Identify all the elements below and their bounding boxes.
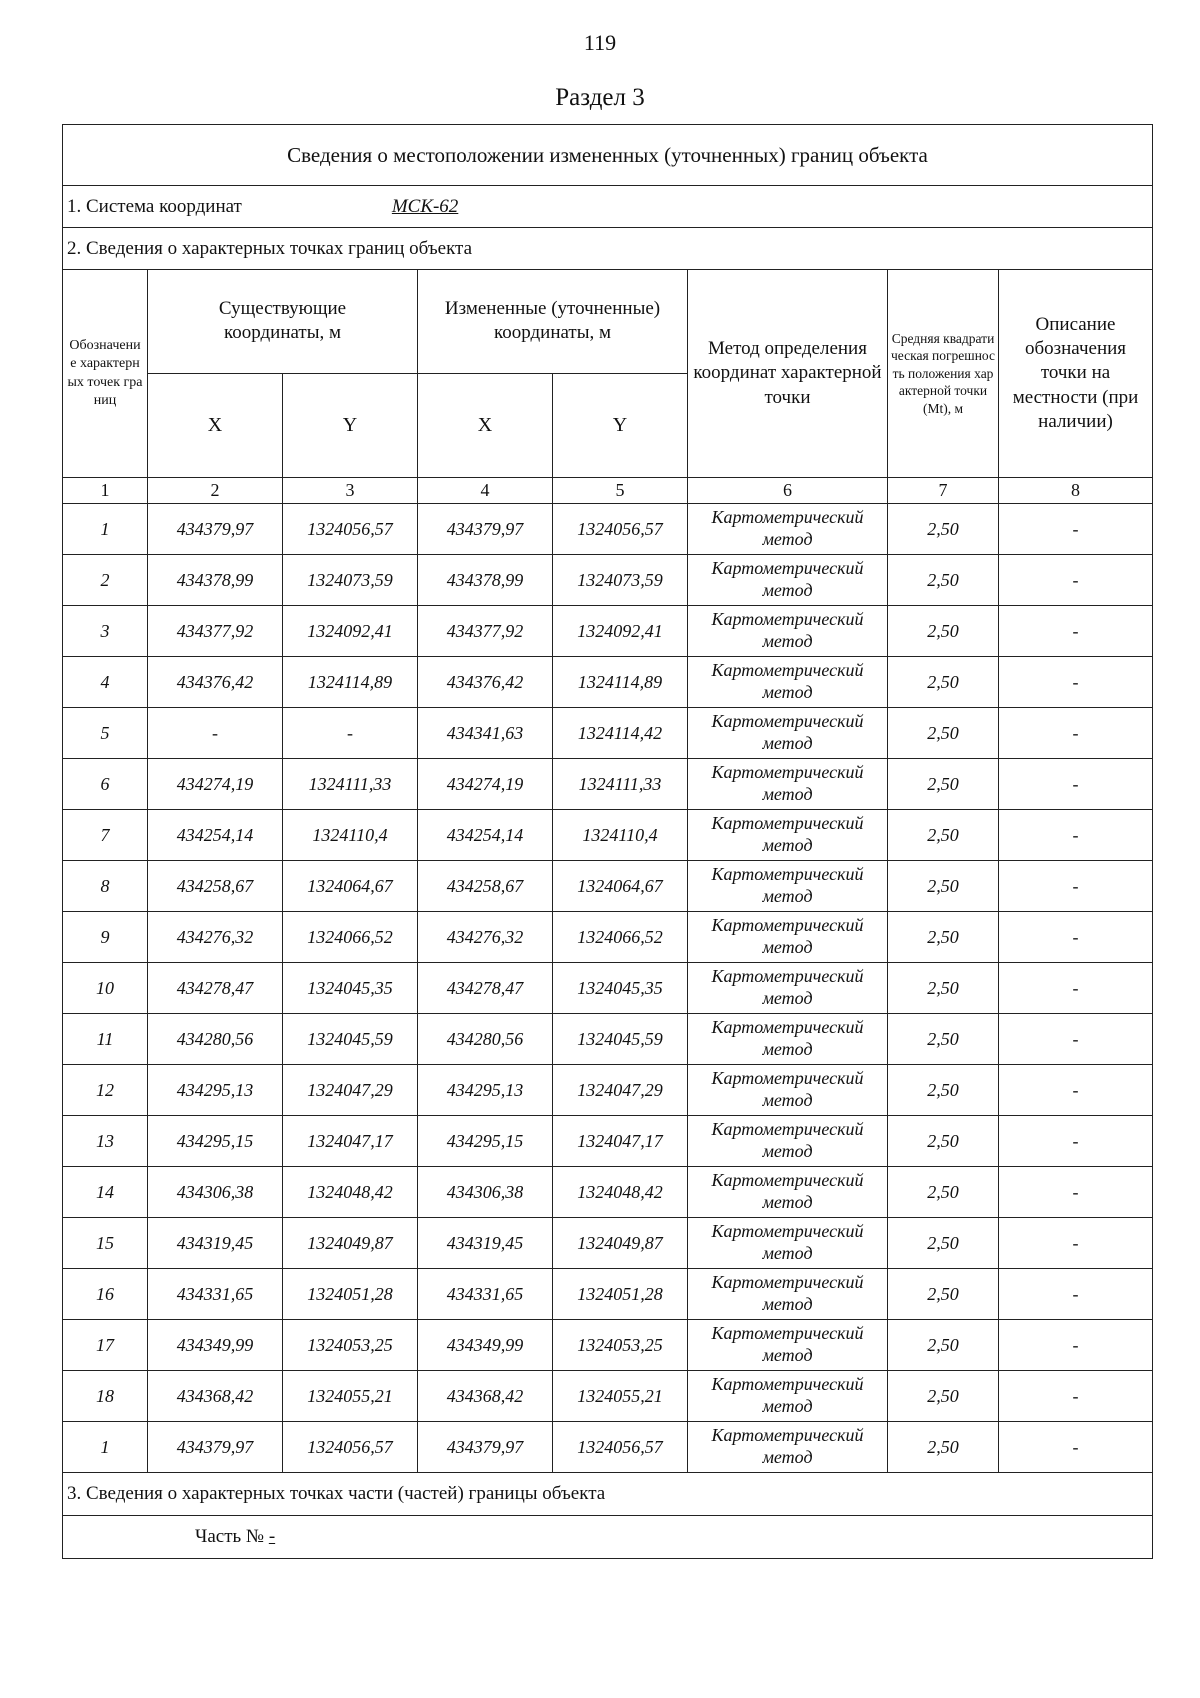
column-number-row	[63, 478, 1153, 504]
cell-existing-x: -	[148, 708, 283, 759]
cell-existing-y: 1324045,35	[283, 963, 418, 1014]
cell-error: 2,50	[888, 810, 999, 861]
cell-existing-y: 1324045,59	[283, 1014, 418, 1065]
cell-existing-y: 1324066,52	[283, 912, 418, 963]
cell-method: Картометрический метод	[688, 1065, 888, 1116]
cell-point-number: 1	[63, 504, 148, 555]
header-description	[999, 270, 1153, 478]
cell-method: Картометрический метод	[688, 861, 888, 912]
cell-existing-x: 434379,97	[148, 504, 283, 555]
cell-point-number: 5	[63, 708, 148, 759]
cell-error: 2,50	[888, 1218, 999, 1269]
cell-description: -	[999, 708, 1153, 759]
table-row	[63, 1116, 1153, 1167]
cell-existing-x: 434295,13	[148, 1065, 283, 1116]
cell-existing-y: 1324047,17	[283, 1116, 418, 1167]
header-existing-coords	[148, 270, 418, 374]
cell-method: Картометрический метод	[688, 963, 888, 1014]
cell-point-number: 16	[63, 1269, 148, 1320]
cell-changed-x: 434377,92	[418, 606, 553, 657]
cell-point-number: 2	[63, 555, 148, 606]
cell-changed-y: 1324045,35	[553, 963, 688, 1014]
table-row	[63, 1320, 1153, 1371]
cell-error: 2,50	[888, 1422, 999, 1473]
section-title: Раздел 3	[555, 84, 645, 111]
cell-error: 2,50	[888, 1014, 999, 1065]
cell-point-number: 6	[63, 759, 148, 810]
column-number: 7	[888, 478, 999, 504]
cell-description: -	[999, 1371, 1153, 1422]
header-existing-x: X	[148, 374, 283, 478]
cell-changed-x: 434379,97	[418, 1422, 553, 1473]
cell-error: 2,50	[888, 912, 999, 963]
table-row	[63, 1014, 1153, 1065]
cell-changed-y: 1324092,41	[553, 606, 688, 657]
cell-changed-x: 434295,15	[418, 1116, 553, 1167]
cell-changed-x: 434258,67	[418, 861, 553, 912]
cell-point-number: 12	[63, 1065, 148, 1116]
header-changed-coords	[418, 270, 688, 374]
cell-changed-y: 1324045,59	[553, 1014, 688, 1065]
header-point-designation-text: Обозначение характерных точек границ	[67, 338, 143, 408]
cell-error: 2,50	[888, 963, 999, 1014]
cell-existing-y: 1324048,42	[283, 1167, 418, 1218]
cell-existing-y: 1324049,87	[283, 1218, 418, 1269]
points-heading: 2. Сведения о характерных точках границ объекта	[63, 228, 1153, 270]
cell-changed-y: 1324114,42	[553, 708, 688, 759]
table-row	[63, 759, 1153, 810]
cell-existing-y: 1324047,29	[283, 1065, 418, 1116]
cell-existing-x: 434295,15	[148, 1116, 283, 1167]
cell-point-number: 18	[63, 1371, 148, 1422]
cell-description: -	[999, 657, 1153, 708]
cell-changed-x: 434368,42	[418, 1371, 553, 1422]
part-value: -	[268, 1526, 276, 1547]
column-number: 8	[999, 478, 1153, 504]
header-changed-x: X	[418, 374, 553, 478]
cell-point-number: 8	[63, 861, 148, 912]
header-point-designation	[63, 270, 148, 478]
cell-changed-y: 1324048,42	[553, 1167, 688, 1218]
cell-method: Картометрический метод	[688, 912, 888, 963]
cell-existing-x: 434368,42	[148, 1371, 283, 1422]
cell-method: Картометрический метод	[688, 708, 888, 759]
cell-changed-y: 1324066,52	[553, 912, 688, 963]
cell-point-number: 10	[63, 963, 148, 1014]
column-number: 1	[63, 478, 148, 504]
cell-error: 2,50	[888, 1371, 999, 1422]
cell-point-number: 7	[63, 810, 148, 861]
coordinate-system-row	[63, 186, 1153, 228]
cell-method: Картометрический метод	[688, 504, 888, 555]
cell-description: -	[999, 912, 1153, 963]
cell-error: 2,50	[888, 1320, 999, 1371]
cell-error: 2,50	[888, 606, 999, 657]
cell-error: 2,50	[888, 504, 999, 555]
cell-existing-y: 1324056,57	[283, 1422, 418, 1473]
cell-existing-x: 434331,65	[148, 1269, 283, 1320]
cell-error: 2,50	[888, 1065, 999, 1116]
cell-existing-x: 434274,19	[148, 759, 283, 810]
cell-changed-x: 434341,63	[418, 708, 553, 759]
cell-existing-y: -	[283, 708, 418, 759]
header-changed-y: Y	[553, 374, 688, 478]
table-row	[63, 606, 1153, 657]
cell-error: 2,50	[888, 1116, 999, 1167]
cell-changed-y: 1324056,57	[553, 504, 688, 555]
cell-changed-y: 1324064,67	[553, 861, 688, 912]
cell-changed-y: 1324110,4	[553, 810, 688, 861]
cell-existing-x: 434377,92	[148, 606, 283, 657]
cell-method: Картометрический метод	[688, 1167, 888, 1218]
column-number: 3	[283, 478, 418, 504]
cell-description: -	[999, 1116, 1153, 1167]
cell-description: -	[999, 504, 1153, 555]
table-row	[63, 1422, 1153, 1473]
cell-description: -	[999, 1167, 1153, 1218]
cell-changed-x: 434379,97	[418, 504, 553, 555]
table-row	[63, 504, 1153, 555]
cell-existing-x: 434378,99	[148, 555, 283, 606]
cell-description: -	[999, 963, 1153, 1014]
table-row	[63, 657, 1153, 708]
cell-description: -	[999, 1218, 1153, 1269]
cell-existing-y: 1324114,89	[283, 657, 418, 708]
cell-changed-x: 434295,13	[418, 1065, 553, 1116]
cell-existing-x: 434349,99	[148, 1320, 283, 1371]
table-title: Сведения о местоположении измененных (уточненных) границ объекта	[63, 125, 1153, 186]
cell-method: Картометрический метод	[688, 1116, 888, 1167]
table-row	[63, 1269, 1153, 1320]
cell-existing-x: 434278,47	[148, 963, 283, 1014]
cell-description: -	[999, 810, 1153, 861]
cell-description: -	[999, 1065, 1153, 1116]
cell-point-number: 3	[63, 606, 148, 657]
column-number: 5	[553, 478, 688, 504]
coordinate-system-label: 1. Система координат	[67, 195, 242, 217]
cell-changed-y: 1324056,57	[553, 1422, 688, 1473]
column-number: 2	[148, 478, 283, 504]
cell-description: -	[999, 759, 1153, 810]
page-number: 119	[583, 30, 617, 55]
header-existing-y: Y	[283, 374, 418, 478]
cell-existing-y: 1324055,21	[283, 1371, 418, 1422]
header-method	[688, 270, 888, 478]
column-number: 4	[418, 478, 553, 504]
cell-changed-x: 434331,65	[418, 1269, 553, 1320]
cell-point-number: 4	[63, 657, 148, 708]
cell-description: -	[999, 1269, 1153, 1320]
cell-method: Картометрический метод	[688, 759, 888, 810]
cell-existing-y: 1324056,57	[283, 504, 418, 555]
cell-method: Картометрический метод	[688, 657, 888, 708]
cell-existing-y: 1324092,41	[283, 606, 418, 657]
cell-changed-x: 434254,14	[418, 810, 553, 861]
cell-method: Картометрический метод	[688, 555, 888, 606]
table-row	[63, 1218, 1153, 1269]
column-number: 6	[688, 478, 888, 504]
cell-changed-x: 434278,47	[418, 963, 553, 1014]
cell-changed-y: 1324073,59	[553, 555, 688, 606]
cell-existing-x: 434319,45	[148, 1218, 283, 1269]
cell-changed-x: 434376,42	[418, 657, 553, 708]
header-method-text: Метод определения координат характерной точки	[693, 338, 882, 408]
cell-description: -	[999, 1014, 1153, 1065]
cell-existing-y: 1324073,59	[283, 555, 418, 606]
cell-existing-x: 434306,38	[148, 1167, 283, 1218]
cell-method: Картометрический метод	[688, 1218, 888, 1269]
cell-method: Картометрический метод	[688, 1014, 888, 1065]
table-row	[63, 1065, 1153, 1116]
cell-changed-y: 1324047,17	[553, 1116, 688, 1167]
table-row	[63, 912, 1153, 963]
cell-existing-x: 434280,56	[148, 1014, 283, 1065]
cell-description: -	[999, 861, 1153, 912]
table-row	[63, 861, 1153, 912]
table-row	[63, 810, 1153, 861]
header-existing-coords-text: Существующие координаты, м	[218, 298, 347, 343]
table-row	[63, 708, 1153, 759]
cell-point-number: 14	[63, 1167, 148, 1218]
cell-error: 2,50	[888, 1269, 999, 1320]
header-changed-coords-text: Измененные (уточненные) координаты, м	[444, 298, 661, 343]
header-error-text: Средняя квадратическая погрешность положения характерной точки (Mt), м	[891, 330, 995, 416]
cell-changed-x: 434319,45	[418, 1218, 553, 1269]
cell-changed-x: 434276,32	[418, 912, 553, 963]
cell-existing-y: 1324110,4	[283, 810, 418, 861]
cell-existing-x: 434276,32	[148, 912, 283, 963]
coordinate-system-value: МСК-62	[391, 195, 459, 217]
table-row	[63, 1167, 1153, 1218]
cell-changed-y: 1324114,89	[553, 657, 688, 708]
cell-method: Картометрический метод	[688, 606, 888, 657]
parts-heading: 3. Сведения о характерных точках части (частей) границы объекта	[63, 1473, 1153, 1516]
table-row	[63, 555, 1153, 606]
cell-point-number: 17	[63, 1320, 148, 1371]
cell-changed-x: 434306,38	[418, 1167, 553, 1218]
cell-method: Картометрический метод	[688, 1320, 888, 1371]
cell-point-number: 13	[63, 1116, 148, 1167]
cell-changed-y: 1324111,33	[553, 759, 688, 810]
cell-changed-y: 1324047,29	[553, 1065, 688, 1116]
cell-changed-x: 434378,99	[418, 555, 553, 606]
cell-description: -	[999, 1320, 1153, 1371]
header-description-text: Описание обозначения точки на местности (при наличии)	[1012, 313, 1139, 432]
cell-point-number: 9	[63, 912, 148, 963]
cell-point-number: 1	[63, 1422, 148, 1473]
cell-point-number: 11	[63, 1014, 148, 1065]
cell-existing-y: 1324111,33	[283, 759, 418, 810]
cell-description: -	[999, 606, 1153, 657]
cell-changed-x: 434274,19	[418, 759, 553, 810]
cell-description: -	[999, 555, 1153, 606]
cell-error: 2,50	[888, 555, 999, 606]
cell-method: Картометрический метод	[688, 810, 888, 861]
cell-existing-x: 434254,14	[148, 810, 283, 861]
boundary-table	[62, 124, 1153, 1559]
cell-changed-x: 434280,56	[418, 1014, 553, 1065]
cell-method: Картометрический метод	[688, 1269, 888, 1320]
table-row	[63, 1371, 1153, 1422]
cell-existing-x: 434379,97	[148, 1422, 283, 1473]
cell-existing-x: 434376,42	[148, 657, 283, 708]
cell-error: 2,50	[888, 861, 999, 912]
cell-error: 2,50	[888, 708, 999, 759]
cell-existing-y: 1324051,28	[283, 1269, 418, 1320]
cell-changed-x: 434349,99	[418, 1320, 553, 1371]
cell-existing-y: 1324053,25	[283, 1320, 418, 1371]
cell-error: 2,50	[888, 759, 999, 810]
header-error	[888, 270, 999, 478]
part-row	[63, 1516, 1153, 1559]
cell-existing-x: 434258,67	[148, 861, 283, 912]
cell-changed-y: 1324051,28	[553, 1269, 688, 1320]
part-label: Часть №	[195, 1526, 265, 1547]
table-row	[63, 963, 1153, 1014]
cell-method: Картометрический метод	[688, 1371, 888, 1422]
cell-description: -	[999, 1422, 1153, 1473]
cell-method: Картометрический метод	[688, 1422, 888, 1473]
cell-changed-y: 1324055,21	[553, 1371, 688, 1422]
cell-error: 2,50	[888, 657, 999, 708]
cell-point-number: 15	[63, 1218, 148, 1269]
cell-error: 2,50	[888, 1167, 999, 1218]
cell-changed-y: 1324049,87	[553, 1218, 688, 1269]
cell-existing-y: 1324064,67	[283, 861, 418, 912]
cell-changed-y: 1324053,25	[553, 1320, 688, 1371]
